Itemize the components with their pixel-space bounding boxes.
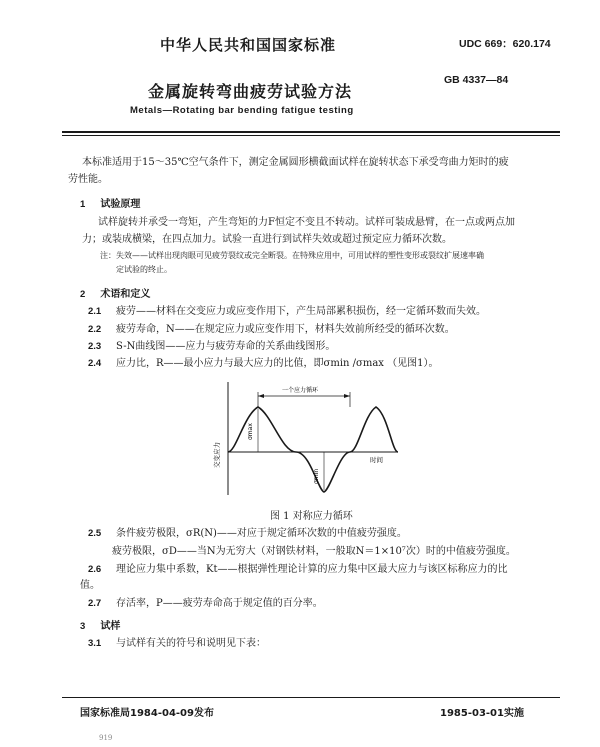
sigma-min-label: σmin [313,468,320,484]
section-1-line-1: 试样旋转并承受一弯矩，产生弯矩的力F恒定不变且不转动。试样可装成悬臂，在一点或两点加 [98,217,515,228]
cycle-arrow-left [258,394,264,398]
section-1-number: 1 [80,199,86,210]
section-2-heading [80,282,150,301]
x-axis-label: 时间 [370,456,383,464]
section-3-title: 试样 [100,621,121,632]
section-1-line-2: 力；或装成横梁，在四点加力。试验一直进行到试样失效或超过预定应力循环次数。 [82,234,452,245]
section-3-heading [80,614,120,633]
sigma-max-label: σmax [247,423,254,440]
gb-standard-code: GB 4337—84 [444,74,509,86]
cycle-label: 一个应力循环 [282,387,319,394]
section-1-heading [80,192,140,211]
definition-number: 2.6 [88,564,102,575]
definition-text: 疲劳寿命，N——在规定应力或应变作用下，材料失效前所经受的循环次数。 [116,324,455,335]
national-standard-heading: 中华人民共和国国家标准 [160,36,337,54]
figure-caption: 图 1 对称应力循环 [270,511,353,522]
definition-2-1 [88,302,486,317]
english-title: Metals—Rotating bar bending fatigue testing [130,105,354,116]
footer-divider [62,697,560,698]
definition-number: 3.1 [88,638,102,649]
stress-cycle-figure [200,380,400,500]
definition-2-2 [88,320,455,335]
document-title: 金属旋转弯曲疲劳试验方法 [148,82,353,101]
definition-2-4 [88,354,438,369]
definition-text: 疲劳——材料在交变应力或应变作用下，产生局部累积损伤，经一定循环数而失效。 [116,306,486,317]
definition-3-1 [88,634,266,649]
definition-number: 2.4 [88,358,102,369]
section-2-number: 2 [80,289,86,300]
definition-2-3 [88,337,335,352]
definition-2-5 [88,524,407,539]
definition-number: 2.1 [88,306,102,317]
definition-number: 2.2 [88,324,102,335]
intro-paragraph [68,154,562,188]
intro-line-1: 本标准适用于15～35℃空气条件下，测定金属圆形横截面试样在旋转状态下承受弯曲力矩时的疲 [82,157,509,168]
header-divider-thick [62,131,560,133]
page-number: 919 [99,734,113,742]
definition-text: 条件疲劳极限，σR(N)——对应于规定循环次数的中值疲劳强度。 [116,528,407,539]
definition-text: 存活率，P——疲劳寿命高于规定值的百分率。 [116,598,323,609]
section-1-note-line-1: 注：失效——试样出现肉眼可见疲劳裂纹或完全断裂。在特殊应用中，可用试样的塑性变形或裂纹扩展速率确 [100,251,484,260]
definition-number: 2.5 [88,528,102,539]
definition-number: 2.3 [88,341,102,352]
section-1-title: 试验原理 [100,199,141,210]
definition-text: S-N曲线图——应力与疲劳寿命的关系曲线图形。 [116,341,336,352]
definition-text: 与试样有关的符号和说明见下表： [116,638,266,649]
definition-2-6-continued: 值。 [80,580,100,591]
header-divider-thin [62,135,560,136]
section-1-paragraph [82,214,562,248]
section-3-number: 3 [80,621,86,632]
definition-text: 应力比，R——最小应力与最大应力的比值，即σmin /σmax （见图1）。 [116,358,439,369]
definition-number: 2.7 [88,598,102,609]
section-2-title: 术语和定义 [100,289,151,300]
definition-2-6 [88,560,508,575]
definition-2-7 [88,594,323,609]
y-axis-label: 交变应力 [213,442,221,468]
section-1-note-line-2: 定试验的终止。 [116,265,172,274]
udc-code: UDC 669：620.174 [459,38,551,50]
effective-date: 1985-03-01实施 [440,708,524,719]
definition-fatigue-limit: 疲劳极限，σD——当N为无穷大（对钢铁材料，一般取N＝1×10⁷次）时的中值疲劳强度。 [112,546,516,557]
issued-date: 国家标准局1984-04-09发布 [80,708,214,719]
definition-text: 理论应力集中系数，Kt——根据弹性理论计算的应力集中区最大应力与该区标称应力的比 [116,564,508,575]
cycle-arrow-right [344,394,350,398]
intro-line-2: 劳性能。 [68,174,108,185]
